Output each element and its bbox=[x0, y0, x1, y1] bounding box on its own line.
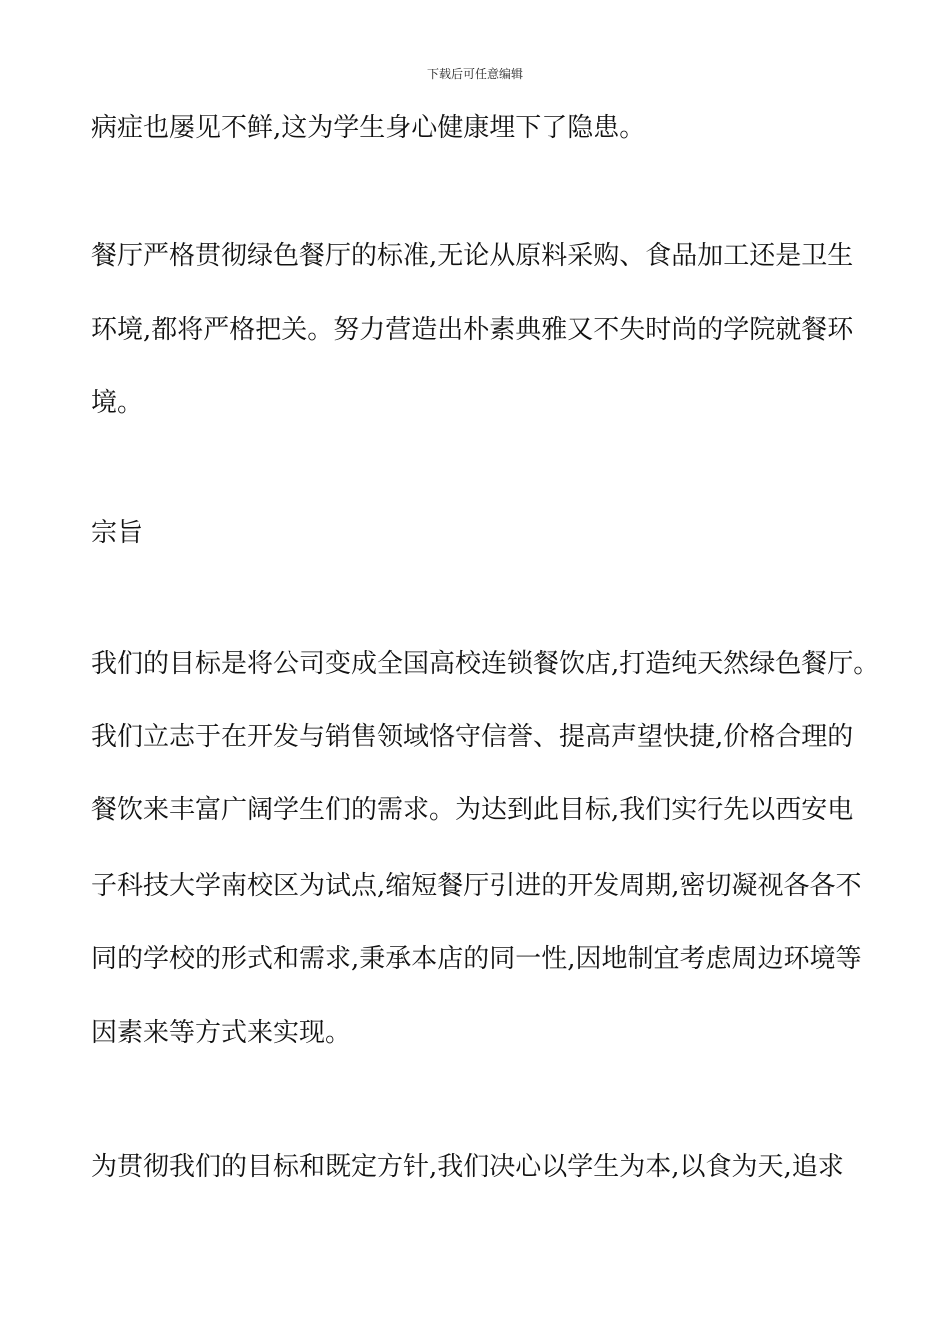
text-line: 因素来等方式来实现。 bbox=[91, 1018, 352, 1048]
text-line: 我们立志于在开发与销售领域恪守信誉、提高声望快捷,价格合理的 bbox=[91, 722, 854, 752]
text-line: 境。 bbox=[91, 388, 144, 418]
text-line: 病症也屡见不鲜,这为学生身心健康埋下了隐患。 bbox=[91, 113, 646, 143]
text-line: 我们的目标是将公司变成全国高校连锁餐饮店,打造纯天然绿色餐厅。 bbox=[91, 649, 880, 679]
page-header: 下载后可任意编辑 bbox=[426, 67, 523, 81]
text-line: 餐厅严格贯彻绿色餐厅的标准,无论从原料采购、食品加工还是卫生 bbox=[91, 241, 854, 271]
text-line: 同的学校的形式和需求,秉承本店的同一性,因地制宜考虑周边环境等 bbox=[91, 944, 862, 974]
section-heading: 宗旨 bbox=[91, 518, 144, 548]
text-line: 为贯彻我们的目标和既定方针,我们决心以学生为本,以食为天,追求 bbox=[91, 1152, 844, 1182]
text-line: 餐饮来丰富广阔学生们的需求。为达到此目标,我们实行先以西安电 bbox=[91, 795, 854, 825]
text-line: 环境,都将严格把关。努力营造出朴素典雅又不失时尚的学院就餐环 bbox=[91, 315, 854, 345]
text-line: 子科技大学南校区为试点,缩短餐厅引进的开发周期,密切凝视各各不 bbox=[91, 871, 862, 901]
